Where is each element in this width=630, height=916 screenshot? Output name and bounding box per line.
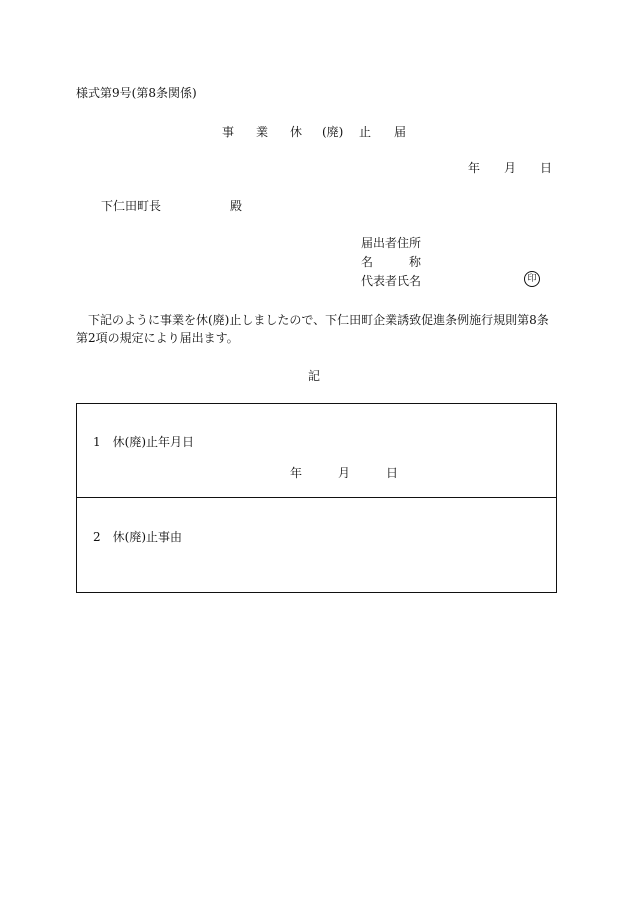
title-char: 業 — [256, 125, 269, 139]
date-year: 年 — [468, 161, 481, 175]
item-1-month: 月 — [338, 466, 351, 480]
body-line: 第2項の規定により届出ます。 — [76, 331, 239, 345]
title-char: 休 — [290, 125, 303, 139]
applicant-name-label-char: 名 — [361, 255, 374, 269]
applicant-name-label-char: 称 — [409, 255, 422, 269]
addressee-honorific: 殿 — [230, 199, 243, 213]
date-month: 月 — [504, 161, 517, 175]
applicant-address-label: 届出者住所 — [361, 236, 422, 250]
body-line: 下記のように事業を休(廃)止しましたので、下仁田町企業誘致促進条例施行規則第8条 — [88, 313, 549, 327]
form-number: 様式第9号(第8条関係) — [76, 86, 197, 100]
applicant-rep-label: 代表者氏名 — [361, 274, 422, 288]
title-char: (廃) — [322, 125, 344, 139]
item-1-label: 1 休(廃)止年月日 — [93, 435, 194, 449]
title-char: 事 — [222, 125, 235, 139]
item-1-day: 日 — [386, 466, 399, 480]
title-char: 止 — [359, 125, 372, 139]
seal-mark-icon: 印 — [524, 271, 540, 287]
date-day: 日 — [540, 161, 553, 175]
title-char: 届 — [394, 125, 407, 139]
details-table — [76, 403, 557, 593]
table-row-divider — [77, 497, 556, 498]
addressee-name: 下仁田町長 — [101, 199, 162, 213]
item-2-label: 2 休(廃)止事由 — [93, 530, 182, 544]
ki-heading: 記 — [308, 369, 321, 383]
item-1-year: 年 — [290, 466, 303, 480]
